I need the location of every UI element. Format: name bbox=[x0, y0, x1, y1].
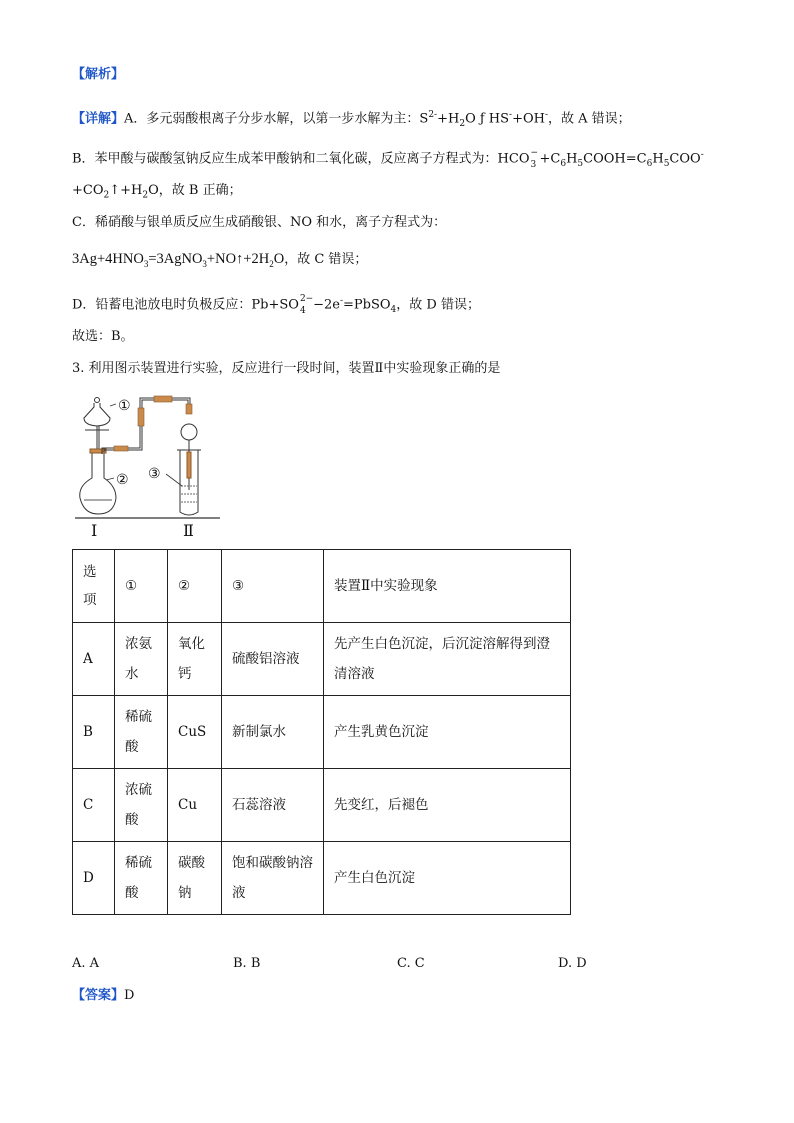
table-row bbox=[73, 696, 571, 769]
table-cell: 稀硫 酸 bbox=[115, 842, 168, 915]
table-cell: 稀硫 酸 bbox=[115, 696, 168, 769]
table-cell: 产生白色沉淀 bbox=[324, 842, 571, 915]
answer-line: 【答案】D bbox=[72, 988, 135, 1003]
table-cell: 碳酸 钠 bbox=[168, 842, 222, 915]
table-cell: 先变红，后褪色 bbox=[324, 769, 571, 842]
label-1: ① bbox=[118, 398, 131, 414]
analysis-line-b1: B．苯甲酸与碳酸氢钠反应生成苯甲酸钠和二氧化碳，反应离子方程式为：HCO − 3 $+C_6H_5COOH=C_6H_5COO^-$ bbox=[72, 148, 704, 171]
table-cell: ② bbox=[168, 550, 222, 623]
table-row bbox=[73, 769, 571, 842]
options-table bbox=[72, 549, 571, 915]
label-2: ② bbox=[116, 472, 129, 488]
label-3: ③ bbox=[148, 466, 161, 482]
label-II: Ⅱ bbox=[183, 521, 194, 540]
table-row bbox=[73, 623, 571, 696]
choice-a[interactable]: A. A bbox=[72, 956, 100, 971]
table-cell: 饱和碳酸钠溶 液 bbox=[222, 842, 324, 915]
flask-one bbox=[80, 449, 116, 514]
separatory-funnel bbox=[84, 398, 110, 451]
analysis-choice: 故选：B。 bbox=[72, 329, 134, 344]
table-cell: 浓氨 水 bbox=[115, 623, 168, 696]
table-cell: C bbox=[73, 769, 115, 842]
analysis-line-c: C．稀硝酸与银单质反应生成硝酸银、NO 和水，离子方程式为： bbox=[72, 215, 447, 230]
table-cell: CuS bbox=[168, 696, 222, 769]
label-I: Ⅰ bbox=[91, 521, 98, 540]
table-cell: 装置Ⅱ中实验现象 bbox=[324, 550, 571, 623]
choice-b[interactable]: B. B bbox=[233, 956, 261, 971]
table-cell: 浓硫 酸 bbox=[115, 769, 168, 842]
delivery-tube bbox=[102, 398, 190, 454]
analysis-line-b2: $+CO_2↑+H_2O$，故 B 正确； bbox=[72, 183, 242, 201]
analysis-heading: 【解析】 bbox=[72, 67, 125, 82]
table-cell: 石蕊溶液 bbox=[222, 769, 324, 842]
apparatus-diagram bbox=[70, 390, 230, 540]
table-cell: ③ bbox=[222, 550, 324, 623]
analysis-line-d: D．铅蓄电池放电时负极反应：Pb+SO 2− 4 −2e-=PbSO$_4$，故 D 错误； bbox=[72, 294, 480, 317]
choice-c[interactable]: C. C bbox=[397, 956, 425, 971]
table-row bbox=[73, 842, 571, 915]
table-cell: ① bbox=[115, 550, 168, 623]
table-cell: 硫酸铝溶液 bbox=[222, 623, 324, 696]
table-cell: 先产生白色沉淀，后沉淀溶解得到澄 清溶液 bbox=[324, 623, 571, 696]
choice-d[interactable]: D. D bbox=[558, 956, 587, 971]
analysis-formula-c: $3Ag+4HNO_3=3AgNO_3+NO↑+2H_2O$，故 C 错误； bbox=[72, 251, 368, 269]
table-cell: 氧化 钙 bbox=[168, 623, 222, 696]
table-cell: 产生乳黄色沉淀 bbox=[324, 696, 571, 769]
table-cell: Cu bbox=[168, 769, 222, 842]
table-cell: 选 项 bbox=[73, 550, 115, 623]
table-cell: A bbox=[73, 623, 115, 696]
table-header-row bbox=[73, 550, 571, 623]
question-stem: 3. 利用图示装置进行实验，反应进行一段时间，装置Ⅱ中实验现象正确的是 bbox=[72, 361, 501, 376]
table-cell: B bbox=[73, 696, 115, 769]
test-tube-two bbox=[177, 424, 201, 515]
analysis-line-a: 【详解】A．多元弱酸根离子分步水解，以第一步水解为主：$S^{2-}+H_2O$ ƒ HS-+OH-，故 A 错误； bbox=[72, 110, 631, 129]
table-cell: D bbox=[73, 842, 115, 915]
table-cell: 新制氯水 bbox=[222, 696, 324, 769]
